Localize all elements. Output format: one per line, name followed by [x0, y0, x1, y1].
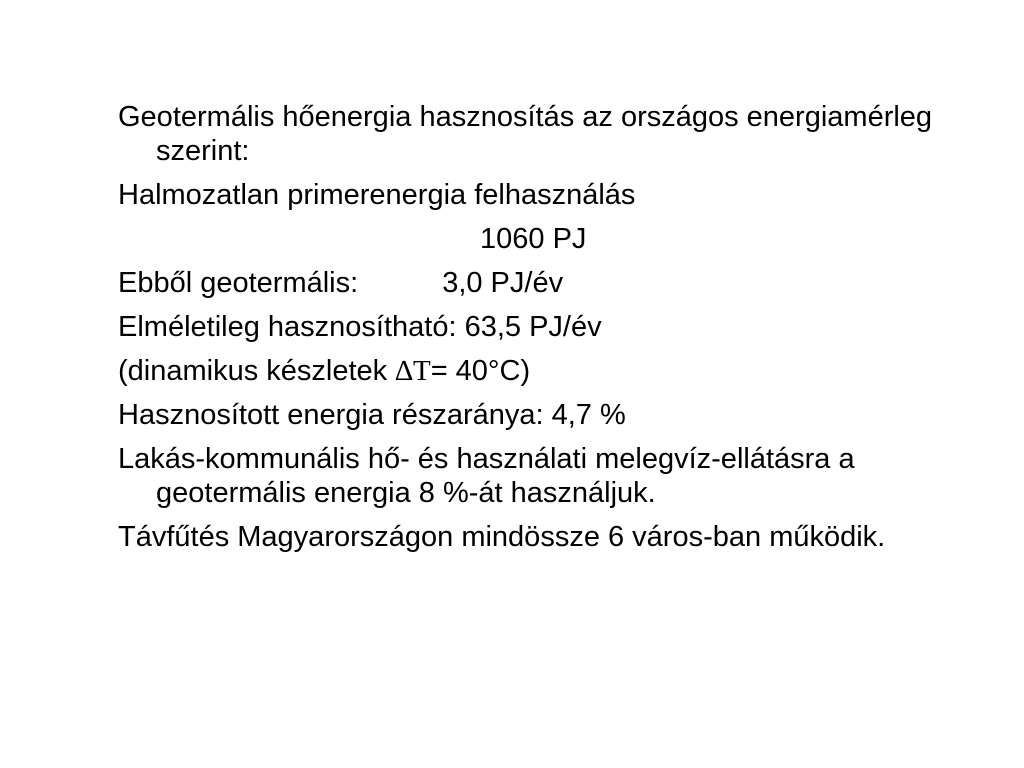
- text-residential-use: Lakás-kommunális hő- és használati melegvíz-ellátásra a geotermális energia 8 %-át használjuk.: [118, 443, 855, 509]
- text-dynamic-reserves-prefix: (dinamikus készletek: [118, 355, 396, 387]
- text-geothermal-value: 3,0 PJ/év: [442, 267, 564, 299]
- text-district-heating: Távfűtés Magyarországon mindössze 6 város-ban működik.: [118, 521, 886, 553]
- text-energy-balance-heading: Geotermális hőenergia hasznosítás az országos energiamérleg szerint:: [118, 101, 933, 167]
- text-dynamic-reserves-line: [118, 354, 988, 388]
- text-geothermal-share-line: [118, 266, 988, 300]
- slide-body: [118, 100, 988, 564]
- text-primary-energy-value: 1060 PJ: [480, 223, 587, 255]
- text-geothermal-label: Ebből geotermális:: [118, 267, 359, 299]
- temperature-symbol: T: [412, 355, 431, 387]
- text-utilized-ratio: Hasznosított energia részaránya: 4,7 %: [118, 399, 626, 431]
- delta-symbol: ∆: [395, 355, 413, 387]
- text-theoretical-potential: Elméletileg hasznosítható: 63,5 PJ/év: [118, 311, 602, 343]
- text-primary-energy-label: Halmozatlan primerenergia felhasználás: [118, 179, 636, 211]
- text-dynamic-reserves-suffix: = 40°C): [430, 355, 531, 387]
